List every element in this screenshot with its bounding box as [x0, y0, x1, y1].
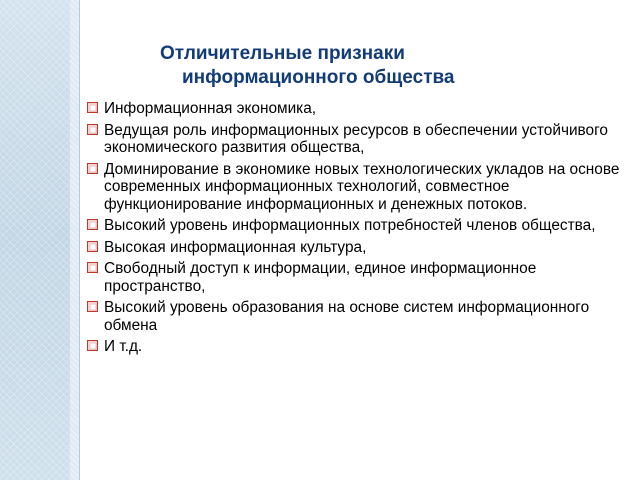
square-bullet-icon [87, 219, 98, 230]
list-item-text: Доминирование в экономике новых технологических укладов на основе современных информационных технологий, совместное функционирование информационных и денежных потоков. [104, 160, 620, 213]
square-bullet-icon [87, 301, 98, 312]
slide-title [160, 42, 580, 90]
square-bullet-icon [87, 241, 98, 252]
list-item-text: Высокая информационная культура, [104, 238, 367, 256]
decorative-side-stripe [70, 0, 80, 480]
square-bullet-icon [87, 124, 98, 135]
list-item-text: Ведущая роль информационных ресурсов в обеспечении устойчивого экономического развития общества, [104, 121, 608, 156]
list-item [86, 122, 626, 157]
feature-list [86, 100, 626, 360]
square-bullet-icon [87, 340, 98, 351]
square-bullet-icon [87, 262, 98, 273]
slide-title-line-1: Отличительные признаки [160, 43, 405, 64]
square-bullet-icon [87, 102, 98, 113]
list-item-text: Свободный доступ к информации, единое информационное пространство, [104, 260, 537, 295]
list-item [86, 217, 626, 235]
list-item [86, 239, 626, 257]
list-item [86, 299, 626, 334]
square-bullet-icon [87, 163, 98, 174]
list-item [86, 338, 626, 356]
decorative-side-band [0, 0, 70, 480]
slide-title-line-2: информационного общества [182, 67, 455, 88]
list-item [86, 161, 626, 214]
list-item [86, 260, 626, 295]
list-item-text: И т.д. [104, 338, 143, 355]
list-item-text: Высокий уровень информационных потребностей членов общества, [104, 217, 596, 234]
list-item-text: Высокий уровень образования на основе систем информационного обмена [104, 299, 590, 334]
list-item [86, 100, 626, 118]
list-item-text: Информационная экономика, [104, 100, 317, 117]
